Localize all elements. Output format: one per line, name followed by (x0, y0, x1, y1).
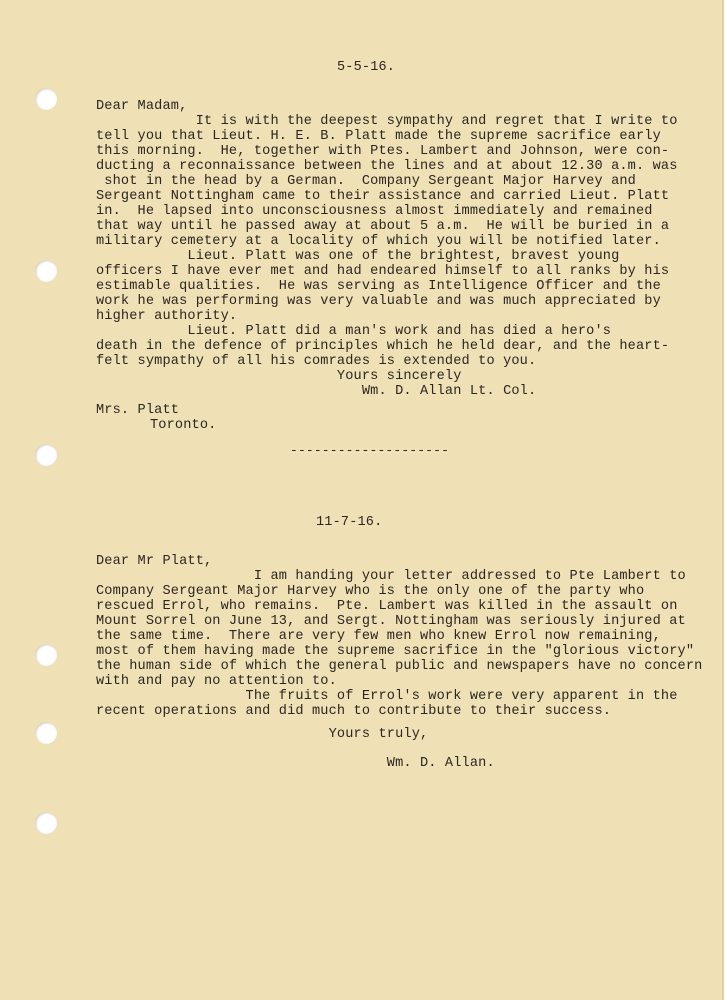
letter2-line: I am handing your letter addressed to Pte Lambert to (96, 569, 686, 584)
punch-hole (35, 444, 57, 466)
letter2-line: most of them having made the supreme sacrifice in the "glorious victory" (96, 644, 695, 659)
letter2-line: recent operations and did much to contribute to their success. (96, 704, 612, 719)
letter2-line: Mount Sorrel on June 13, and Sergt. Nottingham was seriously injured at (96, 614, 686, 629)
letter2-line: The fruits of Errol's work were very apparent in the (96, 689, 678, 704)
letter1-line: that way until he passed away at about 5 a.m. He will be buried in a (96, 219, 670, 234)
letter1-line: Lieut. Platt was one of the brightest, bravest young (96, 249, 620, 264)
letter2-line: the human side of which the general public and newspapers have no concern (96, 659, 703, 674)
letter2-line: Dear Mr Platt, (96, 554, 213, 569)
letter1-line: tell you that Lieut. H. E. B. Platt made the supreme sacrifice early (96, 129, 661, 144)
separator-line: -------------------- (290, 443, 450, 458)
letter1-line: ducting a reconnaissance between the lines and at about 12.30 a.m. was (96, 159, 678, 174)
letter1-closing: Yours sincerely (96, 369, 462, 384)
letter2-closing: Yours truly, (96, 727, 429, 742)
letter1-line: work he was performing was very valuable and was much appreciated by (96, 294, 661, 309)
letter2-line: the same time. There are very few men who knew Errol now remaining, (96, 629, 661, 644)
letter1-signature: Wm. D. Allan Lt. Col. (96, 384, 537, 399)
letter1-line: higher authority. (96, 309, 238, 324)
letter1-line: It is with the deepest sympathy and regret that I write to (96, 114, 678, 129)
letter1-line: this morning. He, together with Ptes. Lambert and Johnson, were con- (96, 144, 670, 159)
letter2-signature: Wm. D. Allan. (96, 756, 495, 771)
letter1-date: 5-5-16. (337, 60, 396, 75)
letter1-line: Sergeant Nottingham came to their assistance and carried Lieut. Platt (96, 189, 670, 204)
letter1-line: in. He lapsed into unconsciousness almost immediately and remained (96, 204, 653, 219)
punch-hole (35, 644, 57, 666)
punch-hole (35, 722, 57, 744)
letter1-line: Lieut. Platt did a man's work and has died a hero's (96, 324, 612, 339)
letter1-line: estimable qualities. He was serving as Intelligence Officer and the (96, 279, 661, 294)
letter2-line: Company Sergeant Major Harvey who is the only one of the party who (96, 584, 645, 599)
punch-hole (35, 812, 57, 834)
letter1-line: death in the defence of principles which he held dear, and the heart- (96, 339, 670, 354)
letter1-line: Dear Madam, (96, 99, 188, 114)
letter1-line: military cemetery at a locality of which you will be notified later. (96, 234, 661, 249)
letter1-line: shot in the head by a German. Company Sergeant Major Harvey and (96, 174, 636, 189)
letter2-line: with and pay no attention to. (96, 674, 337, 689)
letter1-line: felt sympathy of all his comrades is extended to you. (96, 354, 537, 369)
punch-hole (35, 260, 57, 282)
letter2-line: rescued Errol, who remains. Pte. Lambert was killed in the assault on (96, 599, 678, 614)
recipient-name: Mrs. Platt (96, 403, 180, 418)
recipient-city: Toronto. (150, 418, 217, 433)
letter2-date: 11-7-16. (316, 515, 383, 530)
letter1-line: officers I have ever met and had endeared himself to all ranks by his (96, 264, 670, 279)
punch-hole (35, 88, 57, 110)
